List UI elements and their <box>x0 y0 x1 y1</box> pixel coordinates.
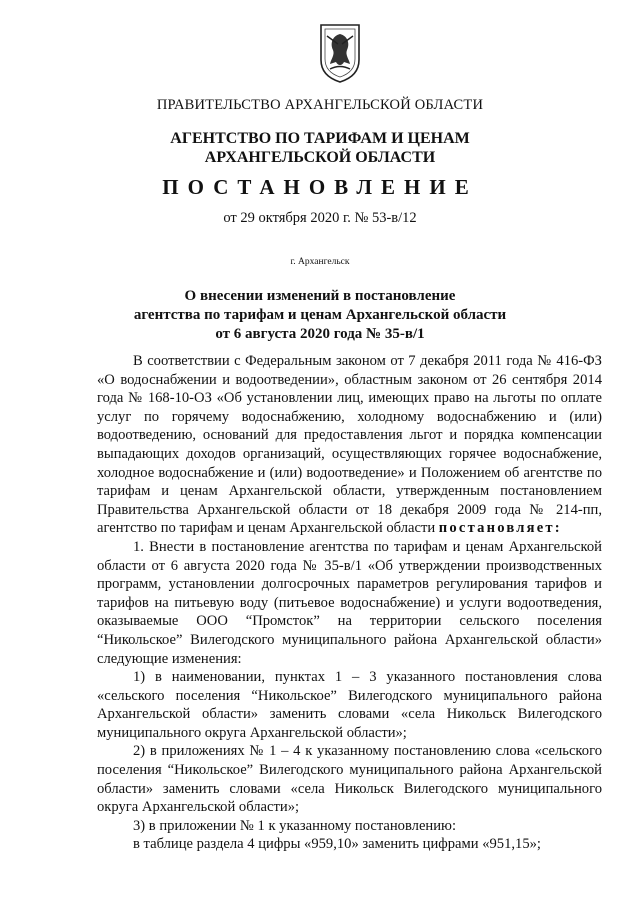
subitem-3-table: в таблице раздела 4 цифры «959,10» заменить цифрами «951,15»; <box>133 836 541 853</box>
preamble-text: В соответствии с Федеральным законом от 7 декабря 2011 года № 416-ФЗ «О водоснабжении и водоотведении», областным законом от 26 сентября 2014 года № 168-10-ОЗ «Об установлении лиц, имеющих право на льготы по оплате услуг по горячему водоснабжению, холодному водоснабжению и (или) водоотведению, оснований для предоставления льгот и порядка компенсации выпадающих доходов организаций, осуществляющих горячее водоснабжение, холодное водоснабжение и (или) водоотведение» и Положением об агентстве по тарифам и ценам Архангельской области, утвержденным постановлением Правительства Архангельской области от 18 декабря 2009 года № 214-пп, агентство по тарифам и ценам Архангельской области <box>97 353 602 537</box>
subitem-1: 1) в наименовании, пунктах 1 – 3 указанного постановления слова «сельского поселения “Никольское” Вилегодского муниципального района Архангельской области» заменить словами «села Никольск Вилегодского муниципального округа Архангельской области»; <box>97 669 602 741</box>
document-body <box>97 352 602 854</box>
item-1: 1. Внести в постановление агентства по тарифам и ценам Архангельской области от 6 августа 2020 года № 35-в/1 «Об утверждении производственных программ, установлении долгосрочных параметров регулирования тарифов и тарифов на питьевую воду (питьевое водоснабжение) и услуги водоотведения, оказываемые ООО “Промсток” на территории сельского поселения “Никольское” Вилегодского муниципального района Архангельской области» следующие изменения: <box>97 538 602 667</box>
title-line3: от 6 августа 2020 года № 35-в/1 <box>215 326 425 342</box>
government-name: ПРАВИТЕЛЬСТВО АРХАНГЕЛЬСКОЙ ОБЛАСТИ <box>156 97 484 113</box>
document-type: ПОСТАНОВЛЕНИЕ <box>162 175 478 199</box>
title-line2: агентства по тарифам и ценам Архангельской области <box>133 307 507 323</box>
coat-of-arms-icon <box>318 22 362 84</box>
agency-name-line2: АРХАНГЕЛЬСКОЙ ОБЛАСТИ <box>204 149 436 166</box>
agency-name-line1: АГЕНТСТВО ПО ТАРИФАМ И ЦЕНАМ <box>170 130 470 147</box>
preamble-paragraph <box>97 352 602 538</box>
agency-name <box>60 129 580 167</box>
date-number: от 29 октября 2020 г. № 53-в/12 <box>223 210 417 226</box>
title-line1: О внесении изменений в постановление <box>184 288 456 304</box>
document-title <box>60 287 580 344</box>
subitem-2: 2) в приложениях № 1 – 4 к указанному постановлению слова «сельского поселения “Никольское” Вилегодского муниципального района Архангельской области» заменить словами «села Никольск Вилегодского муниципального округа Архангельской области»; <box>97 743 602 816</box>
city: г. Архангельск <box>290 257 350 267</box>
resolves-word: постановляет: <box>438 520 562 537</box>
subitem-3: 3) в приложении № 1 к указанному постановлению: <box>133 817 457 834</box>
